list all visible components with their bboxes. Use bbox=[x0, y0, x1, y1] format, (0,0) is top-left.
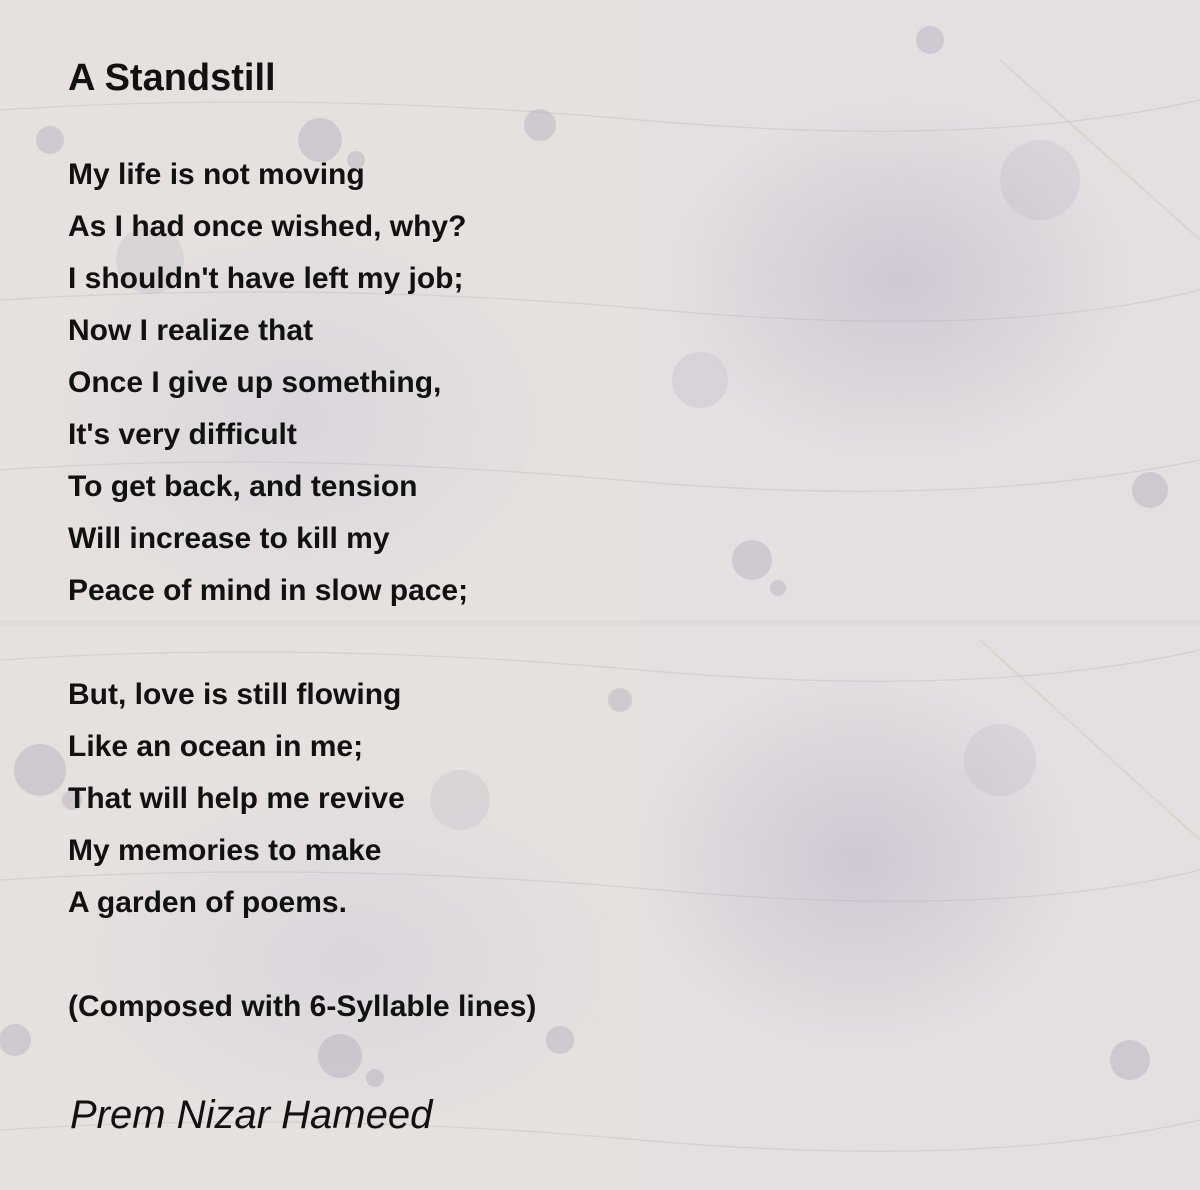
author-name: Prem Nizar Hameed bbox=[70, 1093, 433, 1137]
poem-line: Once I give up something, bbox=[68, 366, 442, 399]
poem-line: A garden of poems. bbox=[68, 886, 347, 919]
poem-line: Peace of mind in slow pace; bbox=[68, 574, 469, 607]
poem-line: To get back, and tension bbox=[68, 470, 418, 503]
poem-line: My life is not moving bbox=[68, 158, 365, 191]
poem-line: It's very difficult bbox=[68, 418, 297, 451]
poem-line: Will increase to kill my bbox=[68, 522, 390, 555]
poem-line: That will help me revive bbox=[68, 782, 405, 815]
poem-line: My memories to make bbox=[68, 834, 382, 867]
poem-title: A Standstill bbox=[68, 57, 276, 99]
poem-line: Like an ocean in me; bbox=[68, 730, 364, 763]
poem-line: Now I realize that bbox=[68, 314, 314, 347]
composition-note: (Composed with 6-Syllable lines) bbox=[68, 990, 537, 1023]
poem-line: As I had once wished, why? bbox=[68, 210, 467, 243]
poem-line: I shouldn't have left my job; bbox=[68, 262, 464, 295]
poem-line: But, love is still flowing bbox=[68, 678, 402, 711]
